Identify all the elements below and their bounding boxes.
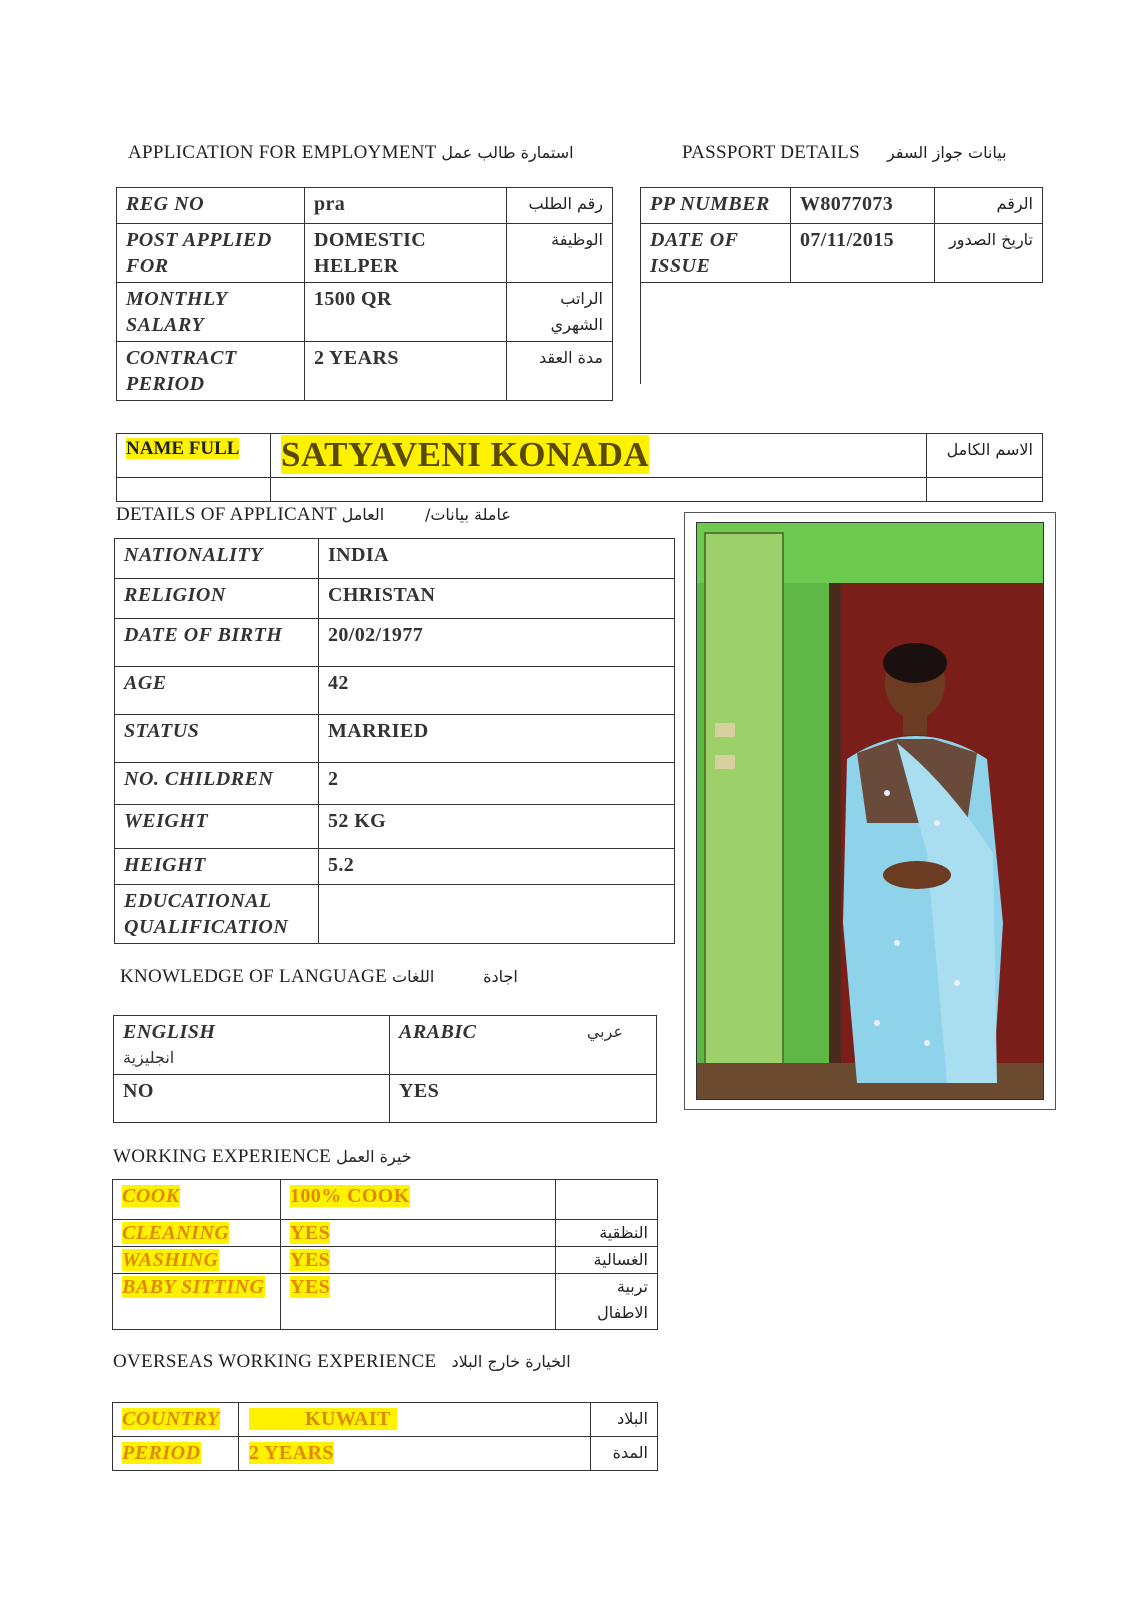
- contract-period-label-ar: مدة العقد: [507, 342, 613, 401]
- post-applied-label-ar: الوظيفة: [507, 224, 613, 283]
- reg-no-label: REG NO: [117, 188, 305, 224]
- country-value: KUWAIT: [249, 1408, 397, 1430]
- empty-cell: [271, 478, 927, 502]
- washing-value: YES: [290, 1249, 331, 1271]
- arabic-header: [390, 1016, 657, 1075]
- applicant-heading-ar-1: العامل: [341, 505, 385, 524]
- table-row: [641, 224, 1043, 283]
- table-row: [115, 715, 675, 763]
- table-row: [115, 579, 675, 619]
- applicant-heading: [116, 504, 511, 526]
- table-row: [113, 1274, 658, 1330]
- table-row: [115, 849, 675, 885]
- country-value-cell: [239, 1403, 591, 1437]
- pp-number-label: PP NUMBER: [641, 188, 791, 224]
- height-value: 5.2: [319, 849, 675, 885]
- cook-label-cell: [113, 1180, 281, 1220]
- table-row: [115, 539, 675, 579]
- status-label: STATUS: [115, 715, 319, 763]
- religion-label: RELIGION: [115, 579, 319, 619]
- cook-value-cell: [281, 1180, 556, 1220]
- name-label-ar: الاسم الكامل: [927, 434, 1043, 478]
- experience-table: [112, 1179, 658, 1330]
- table-row: [115, 763, 675, 805]
- period-label: PERIOD: [122, 1442, 201, 1464]
- table-row: [113, 1403, 658, 1437]
- education-value: [319, 885, 675, 944]
- weight-label: WEIGHT: [115, 805, 319, 849]
- date-of-issue-label-ar: تاريخ الصدور: [935, 224, 1043, 283]
- monthly-salary-label: MONTHLY SALARY: [117, 283, 305, 342]
- table-row: [113, 1247, 658, 1274]
- weight-value: 52 KG: [319, 805, 675, 849]
- children-label: NO. CHILDREN: [115, 763, 319, 805]
- passport-title-en: PASSPORT DETAILS: [682, 142, 860, 163]
- cleaning-label-cell: [113, 1220, 281, 1247]
- reg-no-value: pra: [305, 188, 507, 224]
- applicant-heading-en: DETAILS OF APPLICANT: [116, 504, 337, 525]
- empty-cell: [927, 478, 1043, 502]
- applicant-photo: [696, 522, 1044, 1100]
- overseas-heading-en: OVERSEAS WORKING EXPERIENCE: [113, 1351, 437, 1372]
- contract-period-value: 2 YEARS: [305, 342, 507, 401]
- table-row: [115, 619, 675, 667]
- name-table: [116, 433, 1043, 502]
- pp-number-label-ar: الرقم: [935, 188, 1043, 224]
- language-heading-en: KNOWLEDGE OF LANGUAGE: [120, 966, 387, 987]
- period-value: 2 YEARS: [249, 1442, 334, 1464]
- overseas-table: [112, 1402, 658, 1471]
- passport-divider: [640, 280, 641, 384]
- arabic-value: YES: [390, 1075, 657, 1123]
- period-value-cell: [239, 1437, 591, 1471]
- post-applied-value: DOMESTIC HELPER: [305, 224, 507, 283]
- nationality-value: INDIA: [319, 539, 675, 579]
- cleaning-label: CLEANING: [122, 1222, 230, 1244]
- language-heading-ar-2: اجادة: [483, 967, 518, 986]
- country-label-ar: البلاد: [591, 1403, 658, 1437]
- children-value: 2: [319, 763, 675, 805]
- english-label-ar: انجليزية: [123, 1048, 175, 1067]
- applicant-table: [114, 538, 675, 944]
- cleaning-label-ar: النظقية: [556, 1220, 658, 1247]
- post-applied-label: POST APPLIED FOR: [117, 224, 305, 283]
- cook-value: 100% COOK: [290, 1185, 410, 1207]
- cook-label: COOK: [122, 1185, 180, 1207]
- table-row: [117, 434, 1043, 478]
- pp-number-value: W8077073: [791, 188, 935, 224]
- education-label: EDUCATIONAL QUALIFICATION: [115, 885, 319, 944]
- monthly-salary-label-ar: الراتب الشهري: [507, 283, 613, 342]
- period-label-cell: [113, 1437, 239, 1471]
- age-value: 42: [319, 667, 675, 715]
- name-label-cell: [117, 434, 271, 478]
- applicant-heading-ar-2: عاملة بيانات/: [424, 505, 511, 524]
- arabic-label: ARABIC: [399, 1021, 477, 1043]
- date-of-issue-label: DATE OF ISSUE: [641, 224, 791, 283]
- table-row: [117, 478, 1043, 502]
- full-name: SATYAVENI KONADA: [281, 435, 650, 474]
- cook-label-ar: [556, 1180, 658, 1220]
- status-value: MARRIED: [319, 715, 675, 763]
- baby-sitting-label: BABY SITTING: [122, 1276, 265, 1298]
- height-label: HEIGHT: [115, 849, 319, 885]
- nationality-label: NATIONALITY: [115, 539, 319, 579]
- table-row: [115, 667, 675, 715]
- experience-heading-ar: خيرة العمل: [336, 1147, 412, 1166]
- age-label: AGE: [115, 667, 319, 715]
- dob-label: DATE OF BIRTH: [115, 619, 319, 667]
- table-row: [117, 283, 613, 342]
- name-value-cell: [271, 434, 927, 478]
- empty-cell: [117, 478, 271, 502]
- table-row: [115, 885, 675, 944]
- table-row: [115, 805, 675, 849]
- table-row: [114, 1016, 657, 1075]
- washing-value-cell: [281, 1247, 556, 1274]
- table-row: [114, 1075, 657, 1123]
- country-label-cell: [113, 1403, 239, 1437]
- application-table: [116, 187, 613, 401]
- passport-title: [682, 142, 1007, 164]
- experience-heading: [113, 1146, 412, 1168]
- arabic-label-ar: عربي: [586, 1022, 623, 1041]
- experience-heading-en: WORKING EXPERIENCE: [113, 1146, 332, 1167]
- application-title: [128, 142, 574, 164]
- language-heading-ar-1: اللغات: [392, 967, 435, 986]
- application-title-en: APPLICATION FOR EMPLOYMENT: [128, 142, 437, 163]
- table-row: [641, 188, 1043, 224]
- cleaning-value-cell: [281, 1220, 556, 1247]
- religion-value: CHRISTAN: [319, 579, 675, 619]
- application-title-ar: استمارة طالب عمل: [441, 143, 574, 162]
- photo-illustration: [697, 523, 1043, 1099]
- date-of-issue-value: 07/11/2015: [791, 224, 935, 283]
- table-row: [117, 188, 613, 224]
- washing-label: WASHING: [122, 1249, 219, 1271]
- period-label-ar: المدة: [591, 1437, 658, 1471]
- overseas-heading: [113, 1351, 571, 1373]
- language-heading: [120, 966, 518, 988]
- reg-no-label-ar: رقم الطلب: [507, 188, 613, 224]
- country-label: COUNTRY: [122, 1408, 220, 1430]
- monthly-salary-value: 1500 QR: [305, 283, 507, 342]
- english-label: ENGLISH: [123, 1021, 216, 1043]
- dob-value: 20/02/1977: [319, 619, 675, 667]
- english-header: [114, 1016, 390, 1075]
- washing-label-ar: الغسالية: [556, 1247, 658, 1274]
- baby-sitting-label-cell: [113, 1274, 281, 1330]
- passport-table: [640, 187, 1043, 283]
- table-row: [113, 1220, 658, 1247]
- cleaning-value: YES: [290, 1222, 331, 1244]
- name-label: NAME FULL: [126, 438, 240, 459]
- table-row: [113, 1437, 658, 1471]
- washing-label-cell: [113, 1247, 281, 1274]
- table-row: [117, 224, 613, 283]
- baby-sitting-label-ar: تربية الاطفال: [556, 1274, 658, 1330]
- overseas-heading-ar: الخيارة خارج البلاد: [451, 1352, 571, 1371]
- language-table: [113, 1015, 657, 1123]
- english-value: NO: [114, 1075, 390, 1123]
- contract-period-label: CONTRACT PERIOD: [117, 342, 305, 401]
- baby-sitting-value: YES: [290, 1276, 331, 1298]
- table-row: [117, 342, 613, 401]
- passport-title-ar: بيانات جواز السفر: [887, 143, 1007, 162]
- table-row: [113, 1180, 658, 1220]
- baby-sitting-value-cell: [281, 1274, 556, 1330]
